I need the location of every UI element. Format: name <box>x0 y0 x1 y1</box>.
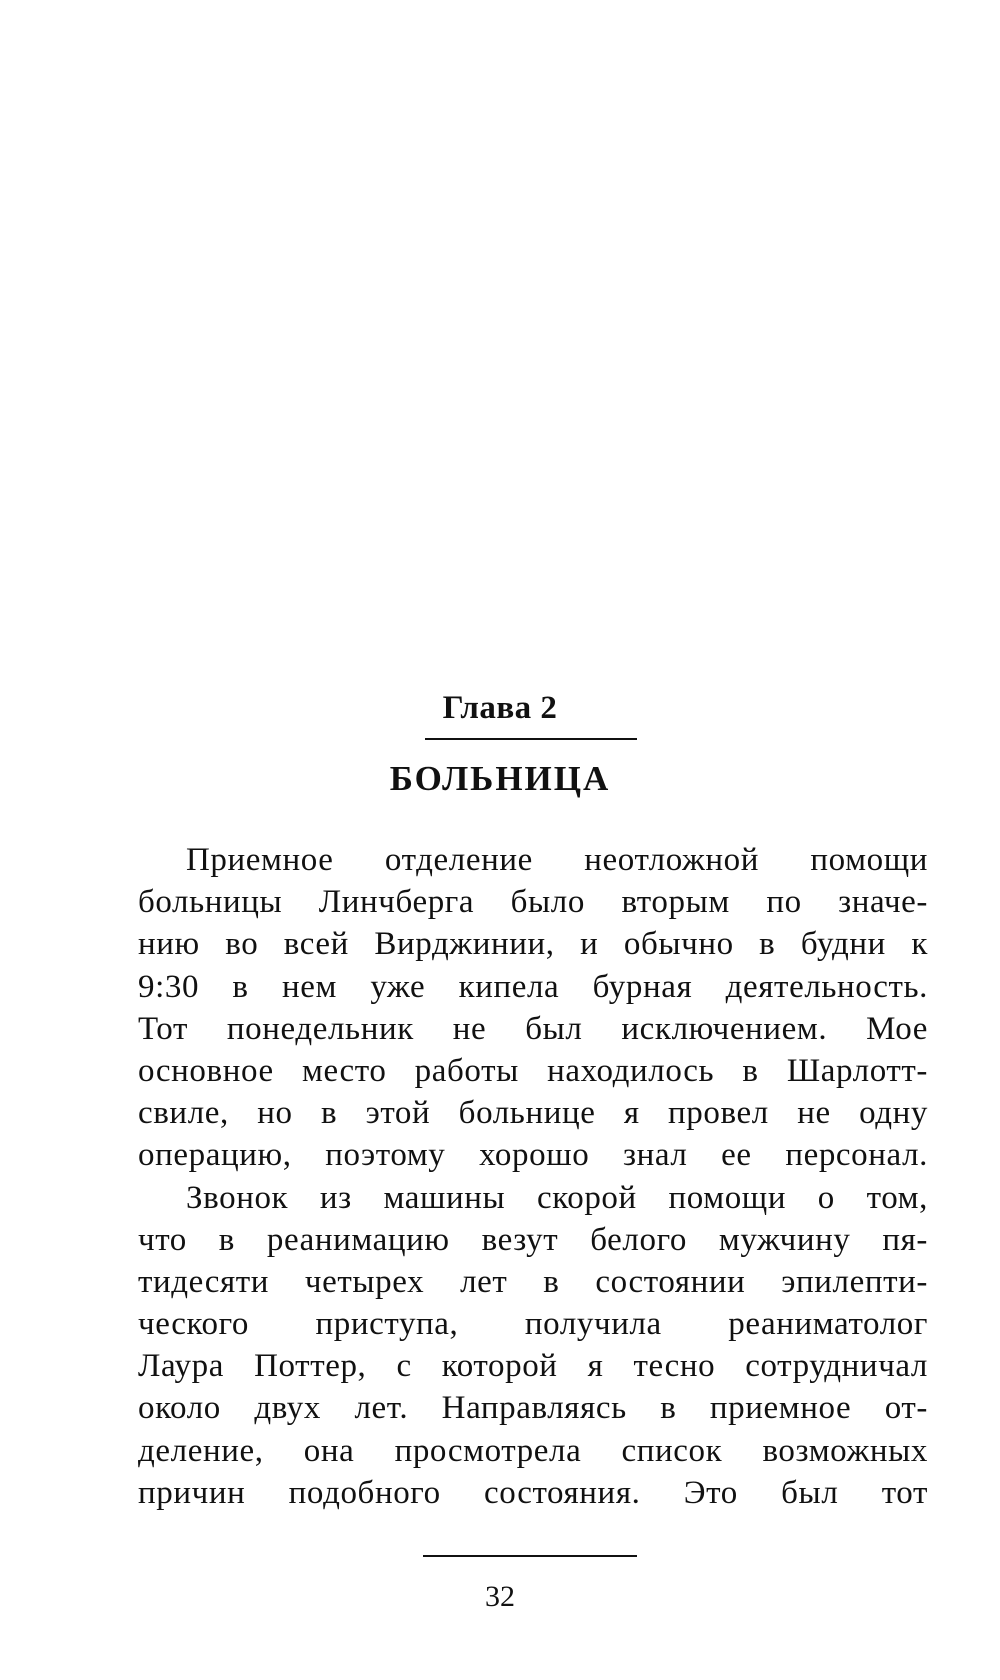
text-line: что в реанимацию везут белого мужчину пя- <box>138 1221 928 1258</box>
text-line: деление, она просмотрела список возможных <box>138 1432 928 1469</box>
text-line: Приемное отделение неотложной помощи <box>186 842 928 878</box>
text-line: нию во всей Вирджинии, и обычно в будни к <box>138 926 928 963</box>
text-line: 9:30 в нем уже кипела бурная деятельность. <box>138 968 928 1005</box>
chapter-label: Глава 2 <box>442 690 558 726</box>
text-line: причин подобного состояния. Это был тот <box>138 1474 928 1511</box>
chapter-divider <box>425 738 637 740</box>
text-line: Лаура Поттер, с которой я тесно сотрудничал <box>138 1348 928 1385</box>
text-line: свиле, но в этой больнице я провел не одну <box>138 1095 928 1132</box>
text-line: тидесяти четырех лет в состоянии эпилепти- <box>138 1263 928 1300</box>
body-text <box>138 839 928 1514</box>
chapter-title: БОЛЬНИЦА <box>389 759 611 798</box>
text-line: операцию, поэтому хорошо знал ее персонал. <box>138 1137 928 1174</box>
footer-divider <box>423 1555 637 1557</box>
text-line: ческого приступа, получила реаниматолог <box>138 1306 928 1343</box>
text-line: Тот понедельник не был исключением. Мое <box>138 1010 928 1047</box>
text-line: больницы Линчберга было вторым по значе- <box>138 884 928 921</box>
page-number: 32 <box>485 1580 515 1613</box>
text-line: Звонок из машины скорой помощи о том, <box>186 1179 928 1216</box>
text-line: основное место работы находилось в Шарлотт- <box>138 1052 928 1089</box>
text-line: около двух лет. Направляясь в приемное от- <box>138 1390 928 1427</box>
